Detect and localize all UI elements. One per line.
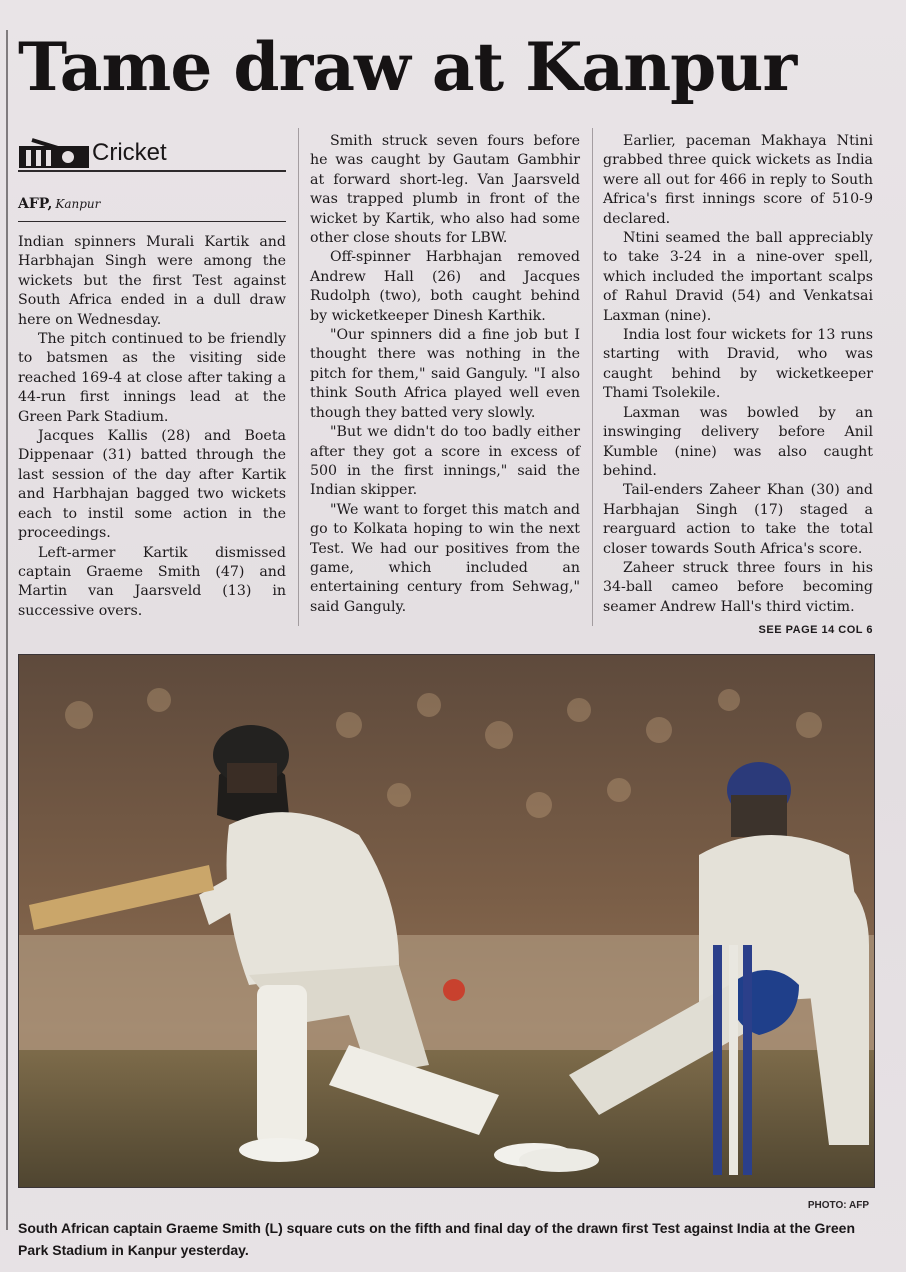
column-divider <box>592 128 593 626</box>
paragraph: Earlier, paceman Makhaya Ntini grabbed three quick wickets as India were all out for 466 in reply to South Africa's first innings score of 510-9 declared. <box>603 133 873 227</box>
paragraph: India lost four wickets for 13 runs starting with Dravid, who was caught behind by wicketkeeper Thami Tsolekile. <box>603 327 873 402</box>
section-tag <box>18 136 167 170</box>
article-column-3 <box>603 132 873 641</box>
paragraph: "But we didn't do too badly either after they got a score in excess of 500 in the first innings," said the Indian skipper. <box>310 424 580 499</box>
paragraph: Left-armer Kartik dismissed captain Graeme Smith (47) and Martin van Jaarsveld (13) in successive overs. <box>18 544 286 619</box>
see-page-reference: SEE PAGE 14 COL 6 <box>758 624 873 637</box>
paragraph: Jacques Kallis (28) and Boeta Dippenaar (31) batted through the last session of the day after Kartik and Harbhajan bagged two wickets each to instil some action in the proceedings. <box>18 428 286 542</box>
paragraph: The pitch continued to be friendly to batsmen as the visiting side reached 169-4 at close after taking a 44-run first innings lead at the Green Park Stadium. <box>18 331 286 425</box>
photo-credit: PHOTO: AFP <box>807 1200 869 1211</box>
article-column-1 <box>18 233 286 621</box>
paragraph: Smith struck seven fours before he was caught by Gautam Gambhir at forward short-leg. Van Jaarsveld was trapped plumb in front of the wicket by Kartik, who also had some other close shouts for LBW. <box>310 133 580 247</box>
stumps <box>713 945 752 1175</box>
cricket-ball <box>443 979 465 1001</box>
section-name: Cricket <box>92 139 167 166</box>
cricket-action-photo <box>18 654 875 1188</box>
paragraph: Ntini seamed the ball appreciably to take 3-24 in a nine-over spell, which included the important scalps of Rahul Dravid (54) and Venkatsai Laxman (nine). <box>603 230 873 324</box>
paragraph: "We want to forget this match and go to Kolkata hoping to win the next Test. We had our positives from the game, which included an entertaining century from Sehwag," said Ganguly. <box>310 501 580 615</box>
cricket-section-icon <box>18 138 90 168</box>
paragraph: Off-spinner Harbhajan removed Andrew Hall (26) and Jacques Rudolph (two), both caught behind by wicketkeeper Dinesh Karthik. <box>310 249 580 324</box>
byline-rule <box>18 221 286 222</box>
headline: Tame draw at Kanpur <box>18 28 797 106</box>
article-column-2 <box>310 132 580 617</box>
paragraph: Tail-enders Zaheer Khan (30) and Harbhajan Singh (17) staged a rearguard action to take the total closer towards South Africa's score. <box>603 482 873 557</box>
paragraph: "Our spinners did a fine job but I thought there was nothing in the pitch for them," said Ganguly. "I also think South Africa played well even though they batted very slowly. <box>310 327 580 421</box>
byline <box>18 196 100 212</box>
photo-caption: South African captain Graeme Smith (L) square cuts on the fifth and final day of the drawn first Test against India at the Green Park Stadium in Kanpur yesterday. <box>18 1220 856 1258</box>
paragraph: Laxman was bowled by an inswinging delivery before Anil Kumble (nine) was also caught behind. <box>603 404 873 479</box>
paragraph: Indian spinners Murali Kartik and Harbhajan Singh were among the wickets but the first Test against South Africa ended in a dull draw here on Wednesday. <box>18 234 286 328</box>
page-edge-rule <box>6 30 8 1230</box>
byline-place: Kanpur <box>55 197 101 211</box>
section-rule <box>18 170 286 172</box>
paragraph: Zaheer struck three fours in his 34-ball cameo before becoming seamer Andrew Hall's third victim. <box>603 559 873 615</box>
column-divider <box>298 128 299 626</box>
byline-agency: AFP, <box>18 196 53 212</box>
